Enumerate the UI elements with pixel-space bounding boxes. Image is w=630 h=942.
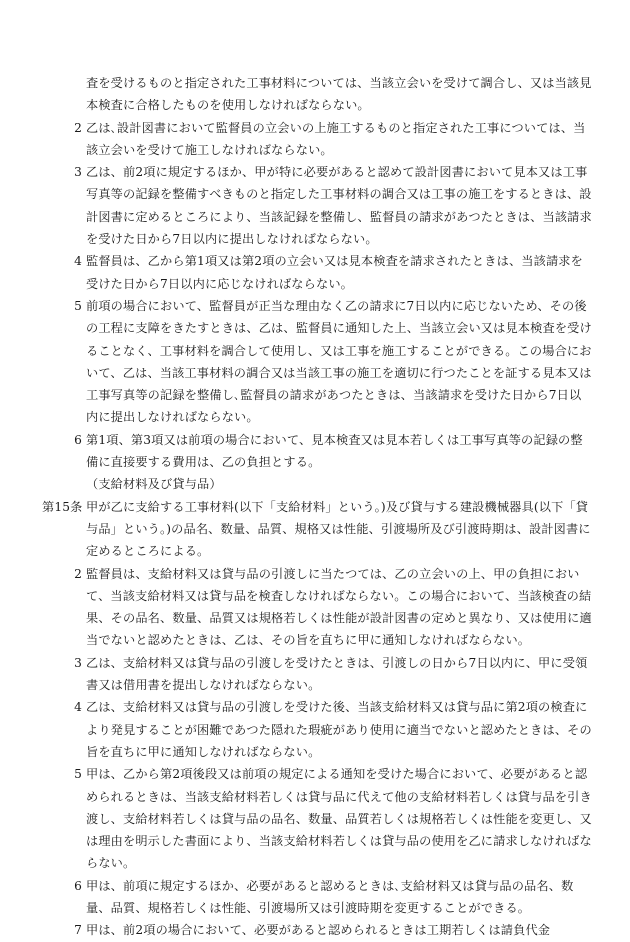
- paragraph-4: 4 監督員は、乙から第1項又は第2項の立会い又は見本検査を請求されたときは、当該請求を受けた日から7日以内に応じなければならない。: [86, 250, 592, 295]
- paragraph-number: 6: [74, 432, 82, 447]
- article-15-paragraph-2: 2 監督員は、支給材料又は貸与品の引渡しに当たつては、乙の立会いの上、甲の負担において、当該支給材料又は貸与品を検査しなければならない。この場合において、当該検査の結果、その品名、数量、品質又は規格若しくは性能が設計図書の定めと異なり、又は使用に適当でないと認めたときは、乙は、その旨を直ちに甲に通知しなければならない。: [86, 563, 592, 652]
- paragraph-6: 6 第1項、第3項又は前項の場合において、見本検査又は見本若しくは工事写真等の記録の整備に直接要する費用は、乙の負担とする。: [86, 429, 592, 474]
- article-15: 第15条 甲が乙に支給する工事材料(以下「支給材料」という。)及び貸与する建設機械器具(以下「貸与品」という。)の品名、数量、品質、規格又は性能、引渡場所及び引渡時期は、設計図書に定めるところによる。: [86, 496, 592, 563]
- paragraph-number: 3: [74, 165, 82, 180]
- paragraph-2: 2 乙は､設計図書において監督員の立会いの上施工するものと指定された工事については、当該立会いを受けて施工しなければならない。: [86, 117, 592, 162]
- article-number: 第15条: [42, 499, 83, 514]
- paragraph-3: 3 乙は、前2項に規定するほか、甲が特に必要があると認めて設計図書において見本又は工事写真等の記録を整備すべきものと指定した工事材料の調合又は工事の施工をするときは、設計図書に定めるところにより、当該記録を整備し、監督員の請求があつたときは、当該請求を受けた日から7日以内に提出しなければならない。: [86, 161, 592, 250]
- paragraph-number: 2: [74, 120, 82, 135]
- paragraph-continuation: 査を受けるものと指定された工事材料については、当該立会いを受けて調合し、又は当該見本検査に合格したものを使用しなければならない。: [86, 76, 592, 113]
- paragraph-number: 2: [74, 566, 82, 581]
- article-15-paragraph-7: 7 甲は、前2項の場合において、必要があると認められるときは工期若しくは請負代金: [86, 919, 592, 941]
- section-heading: （支給材料及び貸与品）: [86, 477, 222, 492]
- paragraph-number: 6: [74, 878, 82, 893]
- article-15-paragraph-3: 3 乙は、支給材料又は貸与品の引渡しを受けたときは、引渡しの日から7日以内に、甲に受領書又は借用書を提出しなければならない。: [86, 652, 592, 697]
- paragraph-5: 5 前項の場合において、監督員が正当な理由なく乙の請求に7日以内に応じないため、その後の工程に支障をきたすときは、乙は、監督員に通知した上、当該立会い又は見本検査を受けることなく、工事材料を調合して使用し、又は工事を施工することができる。この場合において、乙は、当該工事材料の調合又は当該工事の施工を適切に行つたことを証する見本又は工事写真等の記録を整備し､監督員の請求があつたときは、当該請求を受けた日から7日以内に提出しなければならない。: [86, 295, 592, 429]
- paragraph-number: 5: [74, 298, 82, 313]
- paragraph-number: 4: [74, 700, 82, 715]
- article-15-paragraph-5: 5 甲は、乙から第2項後段又は前項の規定による通知を受けた場合において、必要があると認められるときは、当該支給材料若しくは貸与品に代えて他の支給材料若しくは貸与品を引き渡し、支給材料若しくは貸与品の品名、数量、品質若しくは規格若しくは性能を変更し、又は理由を明示した書面により、当該支給材料若しくは貸与品の使用を乙に請求しなければならない。: [86, 763, 592, 874]
- article-15-paragraph-4: 4 乙は、支給材料又は貸与品の引渡しを受けた後、当該支給材料又は貸与品に第2項の検査により発見することが困難であつた隠れた瑕疵があり使用に適当でないと認めたときは、その旨を直ちに甲に通知しなければならない。: [86, 696, 592, 763]
- article-15-paragraph-6: 6 甲は、前項に規定するほか、必要があると認めるときは､支給材料又は貸与品の品名、数量、品質、規格若しくは性能、引渡場所又は引渡時期を変更することができる。: [86, 875, 592, 920]
- paragraph-number: 3: [74, 655, 82, 670]
- paragraph-number: 7: [74, 923, 82, 938]
- paragraph-number: 4: [74, 254, 82, 269]
- paragraph-number: 5: [74, 767, 82, 782]
